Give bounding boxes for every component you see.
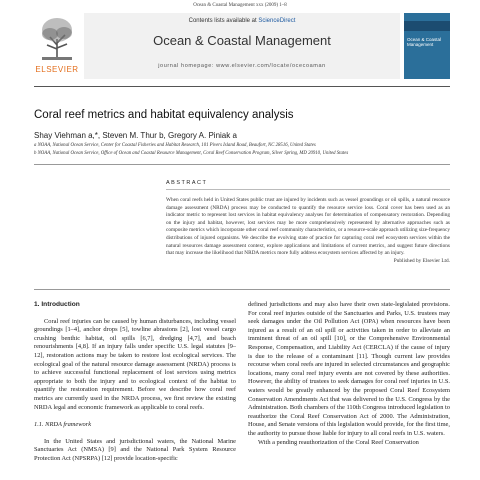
cover-band	[404, 21, 450, 31]
journal-cover-image[interactable]	[404, 13, 450, 79]
author-list[interactable]: Shay Viehman a,*, Steven M. Thur b, Gregory A. Piniak a	[34, 131, 237, 140]
running-head: Ocean & Coastal Management xxx (2009) 1–8	[193, 3, 287, 8]
publisher-logo[interactable]	[34, 13, 80, 79]
sciencedirect-link[interactable]: ScienceDirect	[258, 18, 296, 24]
abstract-text: When coral reefs held in United States public trust are injured by incidents such as vessel groundings or oil spills, a natural resource damage assessment (NRDA) process may be conducted to quantify the resource service loss. Coral cover has been used as an indicator metric to represent lost services in habitat equivalency analyses for determination of compensatory restoration. Depending on the injury and habitat, however, lost services may be more comprehensively represented by alternative approaches such as composite metrics which incorporate other coral reef community characteristics, or a resource-scale approach utilizing size-frequency distributions of injured organisms. We describe the evolving state of practice for capturing coral reef ecosystem services within the natural resources damage assessment context, explore applications and limitations of current metrics, and suggest future directions that may increase the likelihood that NRDA metrics more fully address ecosystem services affected by an injury.	[166, 197, 450, 257]
subsection-heading-nrda: 1.1. NRDA framework	[34, 421, 92, 429]
affiliation-a: a NOAA, National Ocean Service, Center for Coastal Fisheries and Habitat Research, 101 Pivers Island Road, Beaufort, NC 28516, United States	[34, 143, 316, 148]
contents-line	[84, 18, 400, 24]
masthead-rule	[34, 86, 450, 87]
journal-masthead	[34, 13, 450, 87]
published-by: Published by Elsevier Ltd.	[393, 257, 450, 264]
body-rule	[34, 289, 450, 290]
nrda-paragraph: In the United States and jurisdictional waters, the National Marine Sanctuaries Act (NMSA) [9] and the National Park System Resource Protection Act (NPSRPA) [12] provide location-specific	[34, 437, 236, 462]
body-column-right	[248, 301, 450, 447]
reauthorization-paragraph: With a pending reauthorization of the Coral Reef Conservation	[258, 438, 419, 446]
abstract	[166, 197, 450, 265]
publisher-wordmark: ELSEVIER	[35, 65, 79, 74]
section-heading-introduction: 1. Introduction	[34, 301, 80, 308]
body-column-left	[34, 301, 236, 464]
header-rule	[34, 164, 450, 165]
cover-title: Ocean & Coastal Management	[407, 37, 442, 47]
intro-paragraph: Coral reef injuries can be caused by human disturbances, including vessel groundings [1–4], anchor drops [5], towline abrasions [2], lost vessel cargo crushing benthic habitat, oil spills [6,7], dredging [4,7], and beach renourishments [4,8]. If an injury falls under specific U.S. legal statutes [9–12], restoration actions may be taken to restore lost ecological services. The ecological goal of the natural resource damage assessment (NRDA) process is to achieve successful functional replacement of lost services using metrics appropriate to both the injury and to ecological context of the habitat to quantify the restoration requirement. Before we describe how coral reef metrics are currently used in the NRDA process, we first review the existing NRDA legal and economic framework as applicable to coral reefs.	[34, 317, 236, 411]
contents-prefix: Contents lists available at	[188, 18, 257, 24]
journal-homepage-link[interactable]: journal homepage: www.elsevier.com/locate/ocecoaman	[158, 63, 326, 69]
affiliation-b: b NOAA, National Ocean Service, Office of Ocean and Coastal Resource Management, Coral Reef Conservation Program, Silver Spring, MD 20910, United States	[34, 151, 349, 156]
article-title: Coral reef metrics and habitat equivalency analysis	[34, 109, 294, 121]
elsevier-tree-icon	[38, 15, 76, 61]
abstract-rule	[166, 189, 450, 190]
continued-paragraph: defined jurisdictions and may also have their own state-legislated provisions. For coral reef injuries outside of the Sanctuaries and Parks, U.S. trustees may seek damages under the Oil Pollution Act (OPA) when resources have been injured as a result of an oil spill or activities taken in order to alleviate an imminent threat of an oil spill [10], or the Comprehensive Environmental Response, Compensation, and Liability Act (CERCLA) if the cause of injury is due to the release of a contaminant [11]. Though current law provides recourse when coral reefs are injured in selected circumstances and geographic locations, many coral reef injury events are not covered by these authorities. However, the ability of trustees to seek damages for coral reef injuries in U.S. waters would be greatly enhanced by the proposed Coral Reef Ecosystem Conservation Amendments Act that was delivered to the U.S. Congress by the Administration. Both chambers of the 110th Congress introduced legislation to reauthorize the Coral Reef Conservation Act of 2000. The Administration, House, and Senate versions of this legislation would provide, for the first time, the authority to pursue those liable for injury to all coral reefs in U.S. waters.	[248, 301, 450, 437]
journal-info-box	[84, 13, 400, 79]
journal-title: Ocean & Coastal Management	[153, 33, 331, 48]
abstract-heading: ABSTRACT	[166, 180, 208, 186]
